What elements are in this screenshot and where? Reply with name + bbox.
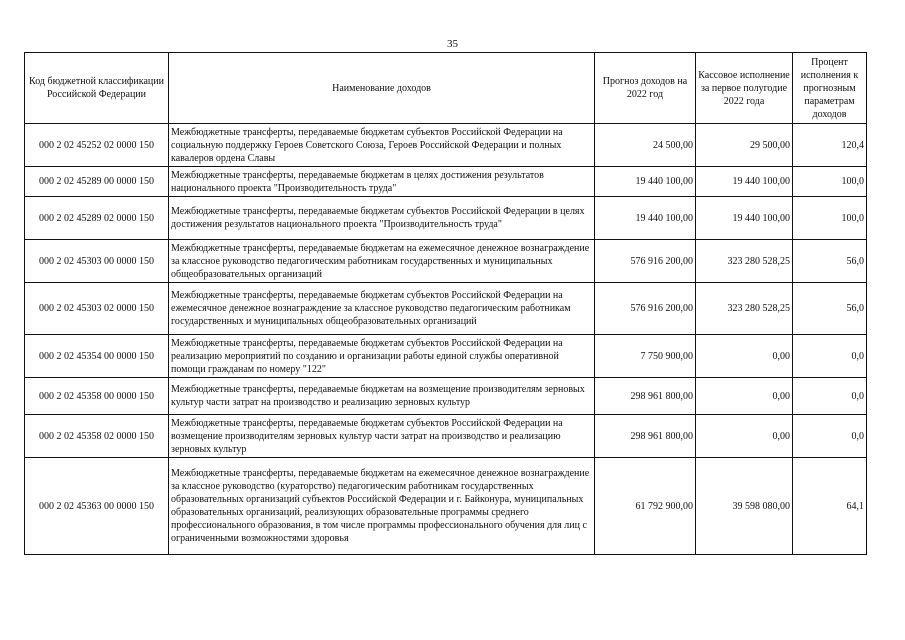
row-cash: 0,00 [696,378,793,415]
row-name: Межбюджетные трансферты, передаваемые бюджетам на ежемесячное денежное вознаграждение за классное руководство (кураторство) педагогическим работникам государственных образовательных организаций субъектов Российской Федерации и г. Байконура, муниципальных образовательных организаций, реализующих образовательные программы среднего профессионального образования, в том числе программы профессионального обучения для лиц с ограниченными возможностями здоровья [169,458,595,555]
header-code: Код бюджетной классификации Российской Федерации [25,53,169,124]
row-cash: 19 440 100,00 [696,167,793,197]
header-name: Наименование доходов [169,53,595,124]
row-percent: 120,4 [793,124,867,167]
row-forecast: 298 961 800,00 [595,415,696,458]
row-name: Межбюджетные трансферты, передаваемые бюджетам субъектов Российской Федерации на ежемесячное денежное вознаграждение за классное руководство педагогическим работникам государственных и муниципальных общеобразовательных организаций [169,283,595,335]
row-code: 000 2 02 45358 02 0000 150 [25,415,169,458]
row-code: 000 2 02 45363 00 0000 150 [25,458,169,555]
table-header-row [25,53,867,124]
header-percent: Процент исполнения к прогнозным параметрам доходов [793,53,867,124]
row-percent: 56,0 [793,240,867,283]
row-forecast: 298 961 800,00 [595,378,696,415]
row-forecast: 24 500,00 [595,124,696,167]
row-percent: 0,0 [793,335,867,378]
row-name: Межбюджетные трансферты, передаваемые бюджетам субъектов Российской Федерации на реализацию мероприятий по созданию и организации работы единой службы оперативной помощи гражданам по номеру "122" [169,335,595,378]
row-name: Межбюджетные трансферты, передаваемые бюджетам на возмещение производителям зерновых культур части затрат на производство и реализацию зерновых культур [169,378,595,415]
row-cash: 323 280 528,25 [696,283,793,335]
row-forecast: 19 440 100,00 [595,197,696,240]
row-name: Межбюджетные трансферты, передаваемые бюджетам субъектов Российской Федерации на возмещение производителям зерновых культур части затрат на производство и реализацию зерновых культур [169,415,595,458]
page-number: 35 [447,38,458,50]
row-percent: 0,0 [793,415,867,458]
row-code: 000 2 02 45358 00 0000 150 [25,378,169,415]
header-cash: Кассовое исполнение за первое полугодие 2022 года [696,53,793,124]
table-row [25,335,867,378]
row-name: Межбюджетные трансферты, передаваемые бюджетам субъектов Российской Федерации в целях достижения результатов национального проекта "Производительность труда" [169,197,595,240]
table-row [25,415,867,458]
row-percent: 0,0 [793,378,867,415]
row-cash: 39 598 080,00 [696,458,793,555]
row-code: 000 2 02 45354 00 0000 150 [25,335,169,378]
row-name: Межбюджетные трансферты, передаваемые бюджетам на ежемесячное денежное вознаграждение за классное руководство педагогическим работникам государственных и муниципальных общеобразовательных организаций [169,240,595,283]
row-forecast: 7 750 900,00 [595,335,696,378]
row-percent: 100,0 [793,167,867,197]
table-row [25,124,867,167]
row-forecast: 576 916 200,00 [595,283,696,335]
row-cash: 323 280 528,25 [696,240,793,283]
table-row [25,283,867,335]
table-row [25,197,867,240]
header-forecast: Прогноз доходов на 2022 год [595,53,696,124]
row-forecast: 61 792 900,00 [595,458,696,555]
row-cash: 19 440 100,00 [696,197,793,240]
row-code: 000 2 02 45252 02 0000 150 [25,124,169,167]
row-code: 000 2 02 45303 02 0000 150 [25,283,169,335]
table-row [25,240,867,283]
table-row [25,167,867,197]
table-row [25,458,867,555]
row-name: Межбюджетные трансферты, передаваемые бюджетам субъектов Российской Федерации на социальную поддержку Героев Советского Союза, Героев Российской Федерации и полных кавалеров ордена Славы [169,124,595,167]
row-cash: 0,00 [696,415,793,458]
row-code: 000 2 02 45289 02 0000 150 [25,197,169,240]
row-cash: 0,00 [696,335,793,378]
row-name: Межбюджетные трансферты, передаваемые бюджетам в целях достижения результатов национального проекта "Производительность труда" [169,167,595,197]
row-code: 000 2 02 45303 00 0000 150 [25,240,169,283]
table-row [25,378,867,415]
revenue-table [24,52,867,555]
row-forecast: 19 440 100,00 [595,167,696,197]
row-percent: 100,0 [793,197,867,240]
row-cash: 29 500,00 [696,124,793,167]
row-percent: 56,0 [793,283,867,335]
row-forecast: 576 916 200,00 [595,240,696,283]
row-percent: 64,1 [793,458,867,555]
row-code: 000 2 02 45289 00 0000 150 [25,167,169,197]
